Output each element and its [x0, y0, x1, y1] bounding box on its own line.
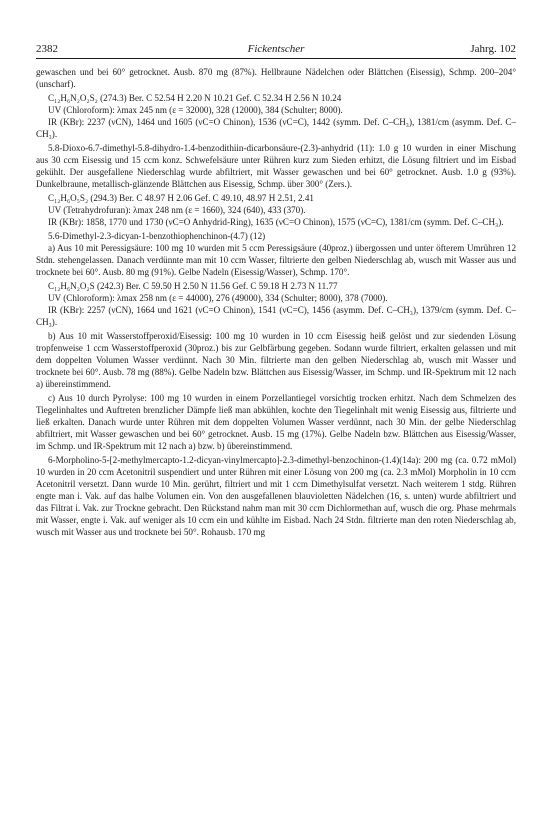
- analysis-line: C₁₂H₆N₂O₂S₂ (274.3) Ber. C 52.54 H 2.20 N 10.21 Gef. C 52.34 H 2.56 N 10.24: [48, 93, 342, 104]
- running-header: [36, 42, 516, 56]
- journal-volume: Jahrg. 102: [470, 43, 516, 55]
- analysis-line: C₁₂H₆N₂O₂S (242.3) Ber. C 59.50 H 2.50 N 11.56 Gef. C 59.18 H 2.73 N 11.77: [48, 281, 338, 292]
- procedure-paragraph: 6-Morpholino-5-[2-methylmercapto-1.2-dicyan-vinylmercapto]-2.3-dimethyl-benzochinon-(1.4)(14a): 200 mg (ca. 0.72 mMol) 10 wurden in 20 ccm Acetonitril suspendiert und unter Rühren mit einer Lösung von 200 mg (ca. 2.3 mMol) Morpholin in 10 ccm Acetonitril versetzt. Dann wurde 10 Min. gerührt, filtriert und mit 1 ccm Dimethylsulfat versetzt. Nach weiterem 1 stdg. Rühren engte man i. Vak. auf das halbe Volumen ein. Von den ausgefallenen blauvioletten Nädelchen (16, s. unten) wurde abfiltriert und das Filtrat i. Vak. zur Trockne gebracht. Den Rückstand nahm man mit 30 ccm Dichlormethan auf, wusch die org. Phase mehrmals mit Wasser, engte i. Vak. auf weniger als 10 ccm ein und kühlte im Eisbad. Nach 24 Stdn. filtrierte man den roten Niederschlag ab, wusch mit Wasser aus und trocknete bei 50°. Rohausb. 170 mg: [36, 455, 516, 537]
- running-author: Fickentscher: [247, 43, 305, 55]
- page-number: 2382: [36, 43, 58, 55]
- ir-spectrum: IR (KBr): 2257 (νCN), 1664 und 1621 (νC=O Chinon), 1541 (νC=C), 1456 (asymm. Def. C–CH₃), 1379/cm (symm. Def. C–CH₃).: [36, 305, 516, 328]
- analysis-line: C₁₂H₆O₅S₂ (294.3) Ber. C 48.97 H 2.06 Gef. C 49.10, 48.97 H 2.51, 2.41: [48, 193, 314, 204]
- procedure-paragraph: c) Aus 10 durch Pyrolyse: 100 mg 10 wurden in einem Porzellantiegel vorsichtig trocken erhitzt. Nach dem Schmelzen des Tiegelinhaltes und Auftreten brenzlicher Dämpfe ließ man abkühlen, kochte den Tiegelinhalt mit wenig Eisessig aus, filtrierte und ließ erkalten. Danach wurde unter Rühren mit dem doppelten Volumen Wasser verdünnt, nach 30 Min. der gelbe Niederschlag abfiltriert, mit Wasser gewaschen und bei 60° getrocknet. Ausb. 15 mg (17%). Gelbe Nadeln bzw. Blättchen aus Eisessig/Wasser, im Schmp. und IR-Spektrum mit 12 nach a) bzw. b) übereinstimmend.: [36, 393, 516, 451]
- header-rule: [36, 58, 516, 59]
- uv-spectrum: UV (Chloroform): λmax 258 nm (ε = 44000), 276 (49000), 334 (Schulter; 8000), 378 (7000).: [48, 293, 388, 304]
- section-heading: 5.6-Dimethyl-2.3-dicyan-1-benzothiophenchinon-(4.7) (12): [48, 231, 266, 242]
- body-text: [36, 67, 516, 539]
- ir-spectrum: IR (KBr): 1858, 1770 und 1730 (νC=O Anhydrid-Ring), 1635 (νC=O Chinon), 1575 (νC=C), 1381/cm (symm. Def. C–CH₃).: [48, 217, 504, 228]
- uv-spectrum: UV (Tetrahydrofuran): λmax 248 nm (ε = 1660), 324 (640), 433 (370).: [48, 205, 306, 216]
- ir-spectrum: IR (KBr): 2237 (νCN), 1464 und 1605 (νC=O Chinon), 1536 (νC=C), 1442 (symm. Def. C–CH₃), 1381/cm (asymm. Def. C–CH₃).: [36, 117, 516, 139]
- uv-spectrum: UV (Chloroform): λmax 245 nm (ε = 32000), 328 (12000), 384 (Schulter; 8000).: [48, 105, 343, 116]
- procedure-paragraph: b) Aus 10 mit Wasserstoffperoxid/Eisessig: 100 mg 10 wurden in 10 ccm Eisessig heiß gelöst und zur siedenden Lösung tropfenweise 1 ccm Wasserstoffperoxid (30proz.) bis zur Gelbfärbung gegeben. Sodann wurde filtriert, erkalten gelassen und mit dem doppelten Volumen Wasser verdünnt. Nach 30 Min. filtrierte man den gelben Niederschlag ab, wusch mit Wasser und trocknete bei 60°. Ausb. 78 mg (88%). Gelbe Nadeln bzw. Blättchen aus Eisessig/Wasser, im Schmp. und IR-Spektrum mit 12 nach a) übereinstimmend.: [36, 331, 516, 389]
- procedure-paragraph: 5.8-Dioxo-6.7-dimethyl-5.8-dihydro-1.4-benzodithiin-dicarbonsäure-(2.3)-anhydrid (11): 1.0 g 10 wurden in einer Mischung aus 30 ccm Eisessig und 15 ccm konz. Schwefelsäure unter Rühren kurz zum Sieden erhitzt, die Lösung filtriert und im Eisbad gekühlt. Der ausgefallene Niederschlag wurde abfiltriert, mit Wasser gewaschen und bei 60° getrocknet. Ausb. 1.0 g (93%). Dunkelbraune, metallisch-glänzende Blättchen aus Eisessig, Schmp. über 300° (Zers.).: [36, 143, 516, 189]
- procedure-paragraph: a) Aus 10 mit Peressigsäure: 100 mg 10 wurden mit 5 ccm Peressigsäure (40proz.) übergossen und unter öfterem Umrühren 12 Stdn. stehengelassen. Danach verdünnte man mit 10 ccm Wasser, filtrierte den gelben Niederschlag ab, wusch mit Wasser aus und trocknete bei 60°. Ausb. 80 mg (91%). Gelbe Nadeln (Eisessig/Wasser), Schmp. 170°.: [36, 243, 516, 278]
- paragraph: gewaschen und bei 60° getrocknet. Ausb. 870 mg (87%). Hellbraune Nädelchen oder Blättchen (Eisessig), Schmp. 200–204° (unscharf).: [36, 67, 516, 89]
